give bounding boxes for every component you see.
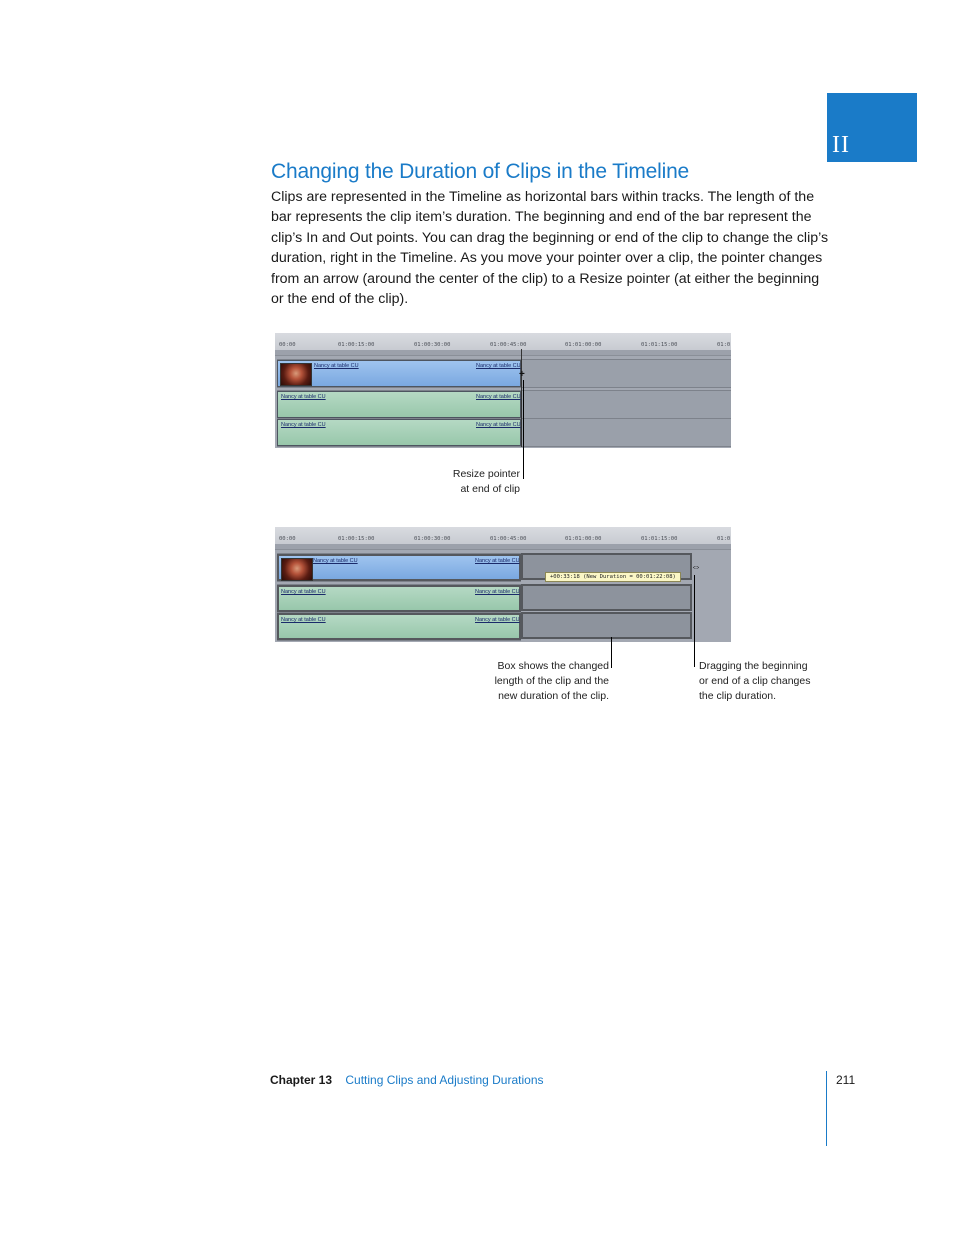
clip-name-end: Nancy at table CU	[475, 589, 520, 595]
callout-leader-line	[694, 575, 695, 667]
clip-name-start: Nancy at table CU	[281, 422, 326, 428]
extended-clip-outline	[521, 584, 692, 611]
ruler-tick: 01:00:30:00	[414, 536, 451, 542]
resize-pointer-callout	[420, 467, 520, 497]
ruler-tick: 01:01:00:00	[565, 342, 602, 348]
duration-box-callout	[460, 659, 609, 704]
audio-track-1	[277, 390, 731, 419]
clip-name-end: Nancy at table CU	[476, 394, 521, 400]
resize-pointer-icon: ⇔	[691, 562, 701, 573]
callout-line: or end of a clip changes	[699, 675, 811, 687]
chapter-title: Cutting Clips and Adjusting Durations	[345, 1073, 544, 1087]
clip-name-end: Nancy at table CU	[476, 363, 521, 369]
callout-line: the clip duration.	[699, 690, 777, 702]
duration-tooltip: +00:33:18 (New Duration = 00:01:22:08)	[545, 572, 681, 582]
clip-name-start: Nancy at table CU	[313, 558, 358, 564]
clip-name-end: Nancy at table CU	[475, 617, 520, 623]
ruler-tick: 01:01:00:00	[565, 536, 602, 542]
callout-line: new duration of the clip.	[498, 690, 609, 702]
body-paragraph: Clips are represented in the Timeline as horizontal bars within tracks. The length of the bar represents the clip item’s duration. The beginning and end of the bar represent the clip’s In and Out points. You can drag the beginning or end of the clip to change the clip’s duration, right in the Timeline. As you move your pointer over a clip, the pointer changes from an arrow (around the center of the clip) to a Resize pointer (at either the beginning or the end of the clip).	[271, 189, 829, 308]
video-clip[interactable]	[277, 554, 521, 581]
ruler-tick: 01:00:45:00	[490, 342, 527, 348]
callout-line: length of the clip and the	[494, 675, 609, 687]
ruler-tick: 01:00:15:00	[338, 342, 375, 348]
ruler-stripe	[275, 544, 731, 549]
timeline-ruler	[275, 527, 731, 550]
callout-leader-line	[523, 380, 524, 479]
clip-thumbnail	[280, 363, 312, 386]
clip-name-start: Nancy at table CU	[281, 589, 326, 595]
video-track	[277, 553, 521, 582]
clip-thumbnail	[281, 558, 313, 581]
callout-line: at end of clip	[460, 483, 520, 495]
clip-name-end: Nancy at table CU	[476, 422, 521, 428]
clip-name-end: Nancy at table CU	[475, 558, 520, 564]
part-tab-label: II	[832, 132, 850, 158]
video-clip[interactable]	[277, 360, 521, 387]
ruler-tick: 01:00:45:00	[490, 536, 527, 542]
audio-clip[interactable]	[277, 391, 521, 418]
clip-name-start: Nancy at table CU	[314, 363, 359, 369]
audio-track-1	[277, 584, 521, 613]
footer-chapter	[270, 1073, 544, 1087]
callout-line: Box shows the changed	[497, 660, 609, 672]
footer-divider	[826, 1071, 827, 1146]
timeline-screenshot-1	[275, 333, 731, 448]
drag-edge-callout	[699, 659, 829, 704]
audio-clip[interactable]	[277, 613, 521, 640]
ruler-tick: 01:00:30:00	[414, 342, 451, 348]
audio-track-2	[277, 612, 521, 641]
clip-name-start: Nancy at table CU	[281, 617, 326, 623]
part-tab	[827, 93, 917, 162]
audio-clip[interactable]	[277, 419, 521, 446]
extended-clip-outline	[521, 612, 692, 639]
callout-leader-line	[611, 637, 612, 668]
audio-clip[interactable]	[277, 585, 521, 612]
ruler-stripe	[275, 350, 731, 355]
video-track	[277, 359, 731, 388]
ruler-tick: 01:0	[717, 342, 731, 348]
page-number: 211	[836, 1073, 856, 1087]
ruler-tick: 01:01:15:00	[641, 342, 678, 348]
ruler-tick: 00:00	[279, 342, 296, 348]
ruler-tick: 00:00	[279, 536, 296, 542]
timeline-screenshot-2	[275, 527, 731, 642]
clip-name-start: Nancy at table CU	[281, 394, 326, 400]
callout-line: Dragging the beginning	[699, 660, 808, 672]
audio-track-2	[277, 418, 731, 447]
chapter-label: Chapter 13	[270, 1073, 333, 1087]
callout-line: Resize pointer	[452, 468, 520, 480]
resize-pointer-icon: +	[519, 369, 525, 380]
section-heading: Changing the Duration of Clips in the Timeline	[271, 160, 690, 183]
ruler-tick: 01:0	[717, 536, 731, 542]
clip-end-edge	[521, 349, 522, 447]
ruler-tick: 01:01:15:00	[641, 536, 678, 542]
timeline-ruler	[275, 333, 731, 356]
ruler-tick: 01:00:15:00	[338, 536, 375, 542]
